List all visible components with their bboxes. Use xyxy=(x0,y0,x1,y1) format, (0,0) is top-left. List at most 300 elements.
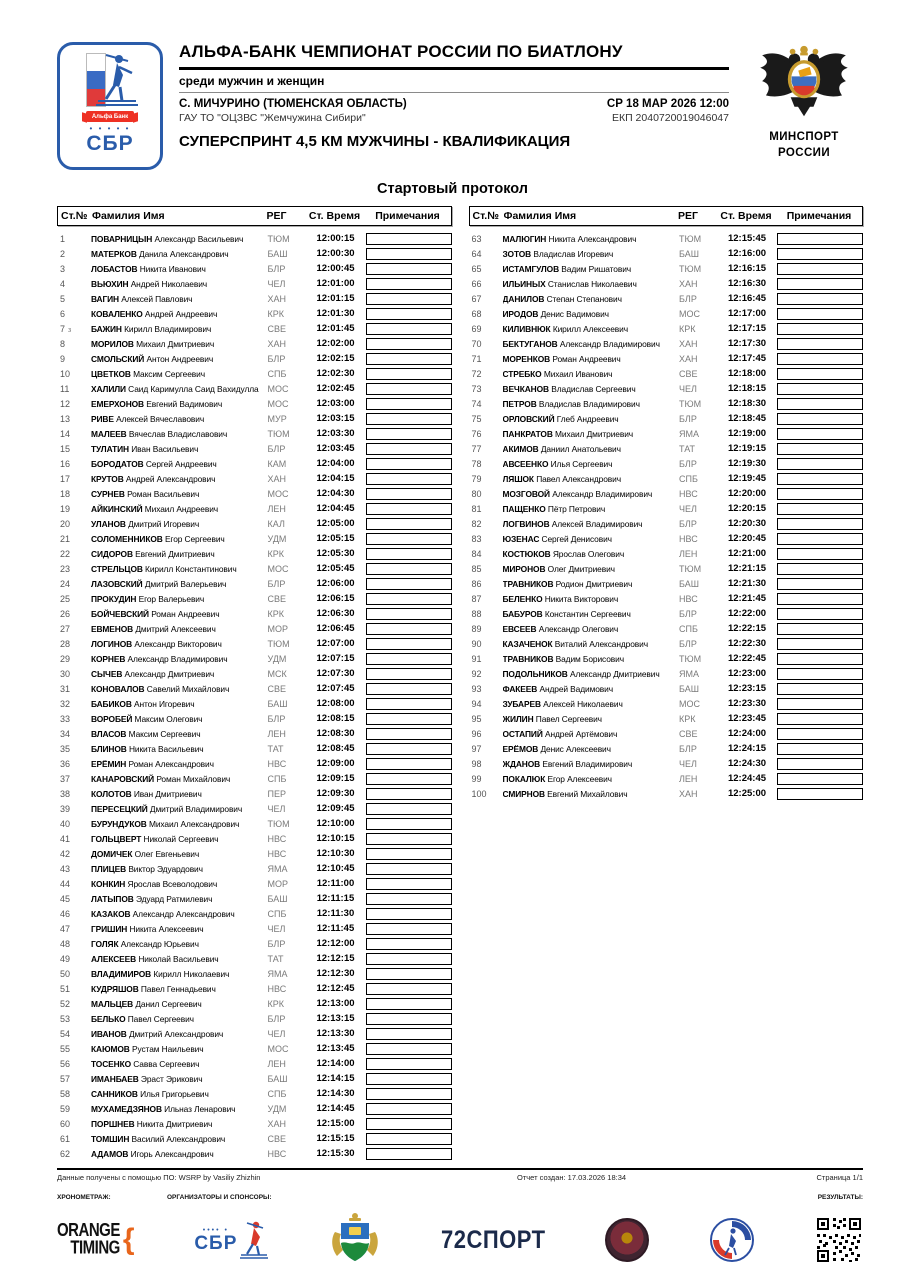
start-time: 12:16:45 xyxy=(727,293,767,304)
bib-number: 63 xyxy=(471,233,482,244)
athlete-name: ЛОГВИНОВ Алексей Владимирович xyxy=(502,518,643,529)
bib-number: 21 xyxy=(60,533,71,544)
region-code: НВС xyxy=(267,1148,287,1159)
bib-number: 70 xyxy=(471,338,482,349)
bib-number: 44 xyxy=(60,878,71,889)
start-list-row xyxy=(57,336,452,351)
athlete-name: МАЛЮГИН Никита Александрович xyxy=(502,233,637,244)
bib-note: з xyxy=(68,326,72,334)
region-code: БАШ xyxy=(679,683,699,694)
start-list-row xyxy=(57,1146,452,1161)
bib-number: 15 xyxy=(60,443,71,454)
start-list-row xyxy=(57,381,452,396)
region-code: БЛР xyxy=(267,443,286,454)
start-list-row xyxy=(57,771,452,786)
start-list-row xyxy=(57,621,452,636)
bib-number: 69 xyxy=(471,323,482,334)
bib-number: 40 xyxy=(60,818,71,829)
start-time: 12:10:00 xyxy=(316,818,355,829)
start-time: 12:17:15 xyxy=(727,323,767,334)
region-code: БЛР xyxy=(267,578,286,589)
start-list-row xyxy=(57,471,452,486)
athlete-name: КАНАРОВСКИЙ Роман Михайлович xyxy=(91,773,231,784)
table-header xyxy=(469,206,864,226)
bib-number: 89 xyxy=(471,623,482,634)
remarks-box xyxy=(366,1118,452,1130)
region-code: ЧЕЛ xyxy=(679,383,697,394)
start-list-row xyxy=(57,426,452,441)
bib-number: 57 xyxy=(60,1073,71,1084)
results-label: РЕЗУЛЬТАТЫ: xyxy=(817,1194,863,1201)
region-code: НВС xyxy=(679,593,698,604)
race-title: СУПЕРСПРИНТ 4,5 КМ МУЖЧИНЫ - КВАЛИФИКАЦИЯ xyxy=(179,133,571,150)
start-time: 12:00:30 xyxy=(316,248,355,259)
minsport-logo xyxy=(745,42,863,161)
region-code: ПЕР xyxy=(267,788,286,799)
athlete-name: БЕЛЕНКО Никита Викторович xyxy=(502,593,619,604)
athlete-name: ИРОДОВ Денис Вадимович xyxy=(502,308,609,319)
athlete-name: ВОРОБЕЙ Максим Олегович xyxy=(91,713,203,724)
start-list-row xyxy=(57,411,452,426)
remarks-box xyxy=(366,1028,452,1040)
region-code: МОС xyxy=(267,383,289,394)
start-time: 12:22:00 xyxy=(727,608,767,619)
ekp-number: ЕКП 2040720019046047 xyxy=(611,112,729,124)
remarks-box xyxy=(366,383,452,395)
start-list-row xyxy=(57,876,452,891)
region-code: ТАТ xyxy=(679,443,695,454)
start-list-row xyxy=(469,426,864,441)
race-datetime: СР 18 МАР 2026 12:00 xyxy=(606,98,729,110)
remarks-box xyxy=(366,1043,452,1055)
region-code: БАШ xyxy=(679,248,699,259)
datetime-block xyxy=(607,98,729,124)
athlete-name: ЛАЗОВСКИЙ Дмитрий Валерьевич xyxy=(91,578,227,589)
bib-number: 98 xyxy=(471,758,482,769)
region-code: СПБ xyxy=(267,773,287,784)
remarks-box xyxy=(366,428,452,440)
athlete-name: БУРУНДУКОВ Михаил Александрович xyxy=(91,818,240,829)
start-list-row xyxy=(57,906,452,921)
bib-number: 29 xyxy=(60,653,71,664)
athlete-name: КАЗАКОВ Александр Александрович xyxy=(91,908,235,919)
remarks-box xyxy=(777,683,863,695)
region-code: КРК xyxy=(267,608,284,619)
bib-number: 99 xyxy=(471,773,482,784)
start-list-row xyxy=(57,246,452,261)
start-time: 12:04:15 xyxy=(316,473,355,484)
athlete-name: ФАКЕЕВ Андрей Вадимович xyxy=(502,683,614,694)
remarks-box xyxy=(777,758,863,770)
remarks-box xyxy=(366,458,452,470)
athlete-name: ТРАВНИКОВ Вадим Борисович xyxy=(502,653,624,664)
start-time: 12:11:15 xyxy=(316,893,355,904)
bib-number: 84 xyxy=(471,548,482,559)
athlete-name: ОРЛОВСКИЙ Глеб Андреевич xyxy=(502,413,619,424)
start-time: 12:14:15 xyxy=(316,1073,355,1084)
athlete-name: КОВАЛЕНКО Андрей Андреевич xyxy=(91,308,218,319)
region-code: ЧЕЛ xyxy=(679,503,697,514)
start-list-row xyxy=(469,456,864,471)
bib-number: 67 xyxy=(471,293,482,304)
remarks-box xyxy=(777,638,863,650)
biathlete-small-icon xyxy=(239,1220,269,1260)
remarks-box xyxy=(777,443,863,455)
bib-number: 8 xyxy=(60,338,66,349)
biathlete-icon xyxy=(92,51,144,109)
remarks-box xyxy=(366,878,452,890)
athlete-name: КУДРЯШОВ Павел Геннадьевич xyxy=(91,983,216,994)
start-time: 12:01:45 xyxy=(316,323,355,334)
start-list-row xyxy=(469,636,864,651)
bib-number: 75 xyxy=(471,413,482,424)
start-list-row xyxy=(57,846,452,861)
region-code: ХАН xyxy=(267,1118,287,1129)
athlete-name: ЖДАНОВ Евгений Владимирович xyxy=(502,758,633,769)
start-time: 12:06:00 xyxy=(316,578,355,589)
region-code: ЯМА xyxy=(267,968,288,979)
bib-number: 74 xyxy=(471,398,482,409)
remarks-box xyxy=(777,563,863,575)
start-time: 12:03:15 xyxy=(316,413,355,424)
remarks-box xyxy=(777,308,863,320)
athlete-name: ТУЛАТИН Иван Васильевич xyxy=(91,443,199,454)
remarks-box xyxy=(366,803,452,815)
start-time: 12:02:30 xyxy=(316,368,355,379)
start-time: 12:04:45 xyxy=(316,503,355,514)
table-body xyxy=(57,231,452,1161)
region-code: ХАН xyxy=(267,473,287,484)
bib-number: 30 xyxy=(60,668,71,679)
start-list-row xyxy=(469,711,864,726)
region-code: ТЮМ xyxy=(679,233,702,244)
athlete-name: СОЛОМЕННИКОВ Егор Сергеевич xyxy=(91,533,225,544)
bib-number: 34 xyxy=(60,728,71,739)
bib-number: 83 xyxy=(471,533,482,544)
start-time: 12:10:15 xyxy=(316,833,355,844)
remarks-box xyxy=(366,353,452,365)
region-code: СПБ xyxy=(679,473,698,484)
remarks-box xyxy=(777,593,863,605)
start-list-row xyxy=(469,681,864,696)
start-time: 12:09:30 xyxy=(316,788,355,799)
start-list-row xyxy=(469,621,864,636)
table-body xyxy=(469,231,864,801)
athlete-name: ОСТАПИЙ Андрей Артёмович xyxy=(502,728,618,739)
bib-number: 7 з xyxy=(60,323,72,334)
start-list-row xyxy=(469,276,864,291)
athlete-name: МИРОНОВ Олег Дмитриевич xyxy=(502,563,615,574)
start-list-row xyxy=(57,546,452,561)
region-code: БЛР xyxy=(267,263,286,274)
region-code: БАШ xyxy=(267,893,288,904)
region-code: УДМ xyxy=(267,1103,287,1114)
region-code: НВС xyxy=(679,533,698,544)
start-time: 12:01:00 xyxy=(316,278,355,289)
bib-number: 58 xyxy=(60,1088,71,1099)
bib-number: 6 xyxy=(60,308,66,319)
bib-number: 78 xyxy=(471,458,482,469)
bib-number: 48 xyxy=(60,938,71,949)
remarks-box xyxy=(366,578,452,590)
bib-number: 91 xyxy=(471,653,482,664)
col-header-bib: Ст.№ xyxy=(472,210,499,222)
remarks-box xyxy=(366,398,452,410)
start-time: 12:03:30 xyxy=(316,428,355,439)
remarks-box xyxy=(777,398,863,410)
region-code: КАЛ xyxy=(267,518,285,529)
results-qr-code xyxy=(815,1216,863,1264)
region-code: ТЮМ xyxy=(267,818,290,829)
remarks-box xyxy=(366,953,452,965)
start-list-row xyxy=(57,486,452,501)
start-list-row xyxy=(57,1071,452,1086)
remarks-box xyxy=(366,1058,452,1070)
remarks-box xyxy=(366,788,452,800)
start-list-row xyxy=(57,801,452,816)
bib-number: 97 xyxy=(471,743,482,754)
federation-round-emblem xyxy=(605,1218,649,1262)
start-time: 12:09:00 xyxy=(316,758,355,769)
remarks-box xyxy=(366,518,452,530)
start-list-row xyxy=(469,651,864,666)
athlete-name: СТРЕБКО Михаил Иванович xyxy=(502,368,613,379)
bib-number: 64 xyxy=(471,248,482,259)
athlete-name: КРУТОВ Андрей Александрович xyxy=(91,473,216,484)
start-list-row xyxy=(57,741,452,756)
region-code: СВЕ xyxy=(267,323,287,334)
bib-number: 22 xyxy=(60,548,71,559)
bib-number: 56 xyxy=(60,1058,71,1069)
start-list-row xyxy=(57,351,452,366)
remarks-box xyxy=(366,938,452,950)
start-list-row xyxy=(57,591,452,606)
sponsors-label: ОРГАНИЗАТОРЫ И СПОНСОРЫ: xyxy=(167,1194,272,1201)
remarks-box xyxy=(366,668,452,680)
bib-number: 60 xyxy=(60,1118,71,1129)
remarks-box xyxy=(366,773,452,785)
start-list-row xyxy=(469,246,864,261)
region-code: БЛР xyxy=(679,413,697,424)
remarks-box xyxy=(366,743,452,755)
sbr-footer-logo: •••• • СБР xyxy=(194,1220,269,1260)
athlete-name: МОРЕНКОВ Роман Андреевич xyxy=(502,353,621,364)
athlete-name: ГОЛЯК Александр Юрьевич xyxy=(91,938,199,949)
start-list-row xyxy=(469,516,864,531)
bib-number: 88 xyxy=(471,608,482,619)
region-code: СВЕ xyxy=(267,593,287,604)
start-time: 12:01:15 xyxy=(316,293,355,304)
start-time: 12:13:30 xyxy=(316,1028,355,1039)
col-header-name: Фамилия Имя xyxy=(92,210,165,222)
start-list-row xyxy=(57,276,452,291)
bib-number: 16 xyxy=(60,458,71,469)
athlete-name: МАЛЬЦЕВ Данил Сергеевич xyxy=(91,998,202,1009)
bib-number: 81 xyxy=(471,503,482,514)
athlete-name: ЮЗЕНАС Сергей Денисович xyxy=(502,533,612,544)
athlete-name: МАТЕРКОВ Данила Александрович xyxy=(91,248,229,259)
region-code: БЛР xyxy=(679,458,697,469)
start-time: 12:08:15 xyxy=(316,713,355,724)
start-time: 12:10:30 xyxy=(316,848,355,859)
bib-number: 37 xyxy=(60,773,71,784)
start-list-row xyxy=(57,936,452,951)
start-list-row xyxy=(469,666,864,681)
start-list-row xyxy=(469,501,864,516)
start-list-row xyxy=(57,1086,452,1101)
region-code: МОС xyxy=(267,398,289,409)
remarks-box xyxy=(366,1133,452,1145)
region-code: ЧЕЛ xyxy=(267,278,286,289)
remarks-box xyxy=(777,668,863,680)
bib-number: 19 xyxy=(60,503,71,514)
bib-number: 96 xyxy=(471,728,482,739)
start-time: 12:17:30 xyxy=(727,338,767,349)
remarks-box xyxy=(777,323,863,335)
remarks-box xyxy=(366,1073,452,1085)
start-time: 12:02:45 xyxy=(316,383,355,394)
start-list-row xyxy=(57,696,452,711)
start-list-row xyxy=(469,291,864,306)
start-time: 12:05:00 xyxy=(316,518,355,529)
start-list-row xyxy=(469,396,864,411)
region-code: КРК xyxy=(267,548,284,559)
start-list-row xyxy=(469,321,864,336)
athlete-name: СМИРНОВ Евгений Михайлович xyxy=(502,788,628,799)
region-code: НВС xyxy=(679,488,698,499)
start-list-row xyxy=(469,336,864,351)
start-time: 12:12:15 xyxy=(316,953,355,964)
remarks-box xyxy=(366,368,452,380)
start-time: 12:20:00 xyxy=(727,488,767,499)
athlete-name: ЛОГИНОВ Александр Викторович xyxy=(91,638,222,649)
remarks-box xyxy=(777,473,863,485)
region-code: КРК xyxy=(679,713,696,724)
start-list-row xyxy=(57,681,452,696)
start-list-row xyxy=(469,381,864,396)
remarks-box xyxy=(366,893,452,905)
bib-number: 94 xyxy=(471,698,482,709)
remarks-box xyxy=(777,368,863,380)
athlete-name: ИМАНБАЕВ Эраст Эрикович xyxy=(91,1073,203,1084)
start-time: 12:22:45 xyxy=(727,653,767,664)
region-code: СПБ xyxy=(267,368,287,379)
start-time: 12:19:15 xyxy=(727,443,767,454)
start-time: 12:14:00 xyxy=(316,1058,355,1069)
bib-number: 52 xyxy=(60,998,71,1009)
bib-number: 72 xyxy=(471,368,482,379)
bib-number: 3 xyxy=(60,263,66,274)
region-code: НВС xyxy=(267,983,287,994)
start-list-row xyxy=(57,291,452,306)
col-header-bib: Ст.№ xyxy=(61,210,88,222)
start-list-row xyxy=(469,591,864,606)
region-code: КРК xyxy=(267,998,284,1009)
start-list-tables xyxy=(0,206,905,1161)
start-list-row xyxy=(57,966,452,981)
bib-number: 86 xyxy=(471,578,482,589)
region-code: МОС xyxy=(267,488,289,499)
region-code: ХАН xyxy=(679,353,698,364)
start-time: 12:22:30 xyxy=(727,638,767,649)
bib-number: 79 xyxy=(471,473,482,484)
remarks-box xyxy=(366,563,452,575)
bib-number: 85 xyxy=(471,563,482,574)
start-time: 12:24:15 xyxy=(727,743,767,754)
region-code: СВЕ xyxy=(267,1133,287,1144)
bib-number: 53 xyxy=(60,1013,71,1024)
athlete-name: ВЛАДИМИРОВ Кирилл Николаевич xyxy=(91,968,230,979)
remarks-box xyxy=(366,473,452,485)
start-list-right-column xyxy=(469,206,864,1161)
bib-number: 11 xyxy=(60,383,70,394)
start-list-row xyxy=(57,951,452,966)
remarks-box xyxy=(366,848,452,860)
athlete-name: АДАМОВ Игорь Александрович xyxy=(91,1148,214,1159)
region-code: МОС xyxy=(267,1043,289,1054)
start-time: 12:23:15 xyxy=(727,683,767,694)
bib-number: 76 xyxy=(471,428,482,439)
region-code: КАМ xyxy=(267,458,287,469)
region-code: ЛЕН xyxy=(267,728,286,739)
athlete-name: ИСТАМГУЛОВ Вадим Ришатович xyxy=(502,263,632,274)
biathlete-flag-emblem xyxy=(80,51,140,109)
start-list-row xyxy=(469,411,864,426)
title-divider xyxy=(179,67,729,70)
start-time: 12:22:15 xyxy=(727,623,767,634)
remarks-box xyxy=(366,728,452,740)
sbr-dots: • • • • • xyxy=(89,124,131,133)
athlete-name: ИЛЬИНЫХ Станислав Николаевич xyxy=(502,278,637,289)
remarks-box xyxy=(777,413,863,425)
start-list-row xyxy=(57,501,452,516)
athlete-name: БАЖИН Кирилл Владимирович xyxy=(91,323,212,334)
start-time: 12:01:30 xyxy=(316,308,355,319)
region-code: БЛР xyxy=(679,293,697,304)
region-code: СПБ xyxy=(267,908,287,919)
start-time: 12:18:45 xyxy=(727,413,767,424)
bib-number: 66 xyxy=(471,278,482,289)
bib-number: 93 xyxy=(471,683,482,694)
remarks-box xyxy=(777,293,863,305)
start-list-row xyxy=(57,636,452,651)
start-time: 12:12:45 xyxy=(316,983,355,994)
athlete-name: БЕКТУГАНОВ Александр Владимирович xyxy=(502,338,660,349)
athlete-name: ПРОКУДИН Егор Валерьевич xyxy=(91,593,205,604)
start-list-row xyxy=(469,786,864,801)
double-eagle-icon xyxy=(756,44,852,122)
start-list-row xyxy=(57,711,452,726)
athlete-name: ХАЛИЛИ Саид Каримулла Саид Вахидулла xyxy=(91,383,259,394)
bib-number: 87 xyxy=(471,593,482,604)
region-code: ЯМА xyxy=(679,428,699,439)
start-time: 12:19:30 xyxy=(727,458,767,469)
start-time: 12:16:00 xyxy=(727,248,767,259)
athlete-name: ЖИЛИН Павел Сергеевич xyxy=(502,713,602,724)
remarks-box xyxy=(777,743,863,755)
region-code: ЛЕН xyxy=(267,503,286,514)
bib-number: 51 xyxy=(60,983,71,994)
start-list-row xyxy=(469,771,864,786)
region-code: МОС xyxy=(679,698,700,709)
col-header-time: Ст. Время xyxy=(720,210,772,222)
athlete-name: ДАНИЛОВ Степан Степанович xyxy=(502,293,622,304)
athlete-name: ЕВСЕЕВ Александр Олегович xyxy=(502,623,619,634)
start-list-row xyxy=(57,1131,452,1146)
start-list-row xyxy=(57,231,452,246)
remarks-box xyxy=(777,233,863,245)
start-time: 12:23:45 xyxy=(727,713,767,724)
